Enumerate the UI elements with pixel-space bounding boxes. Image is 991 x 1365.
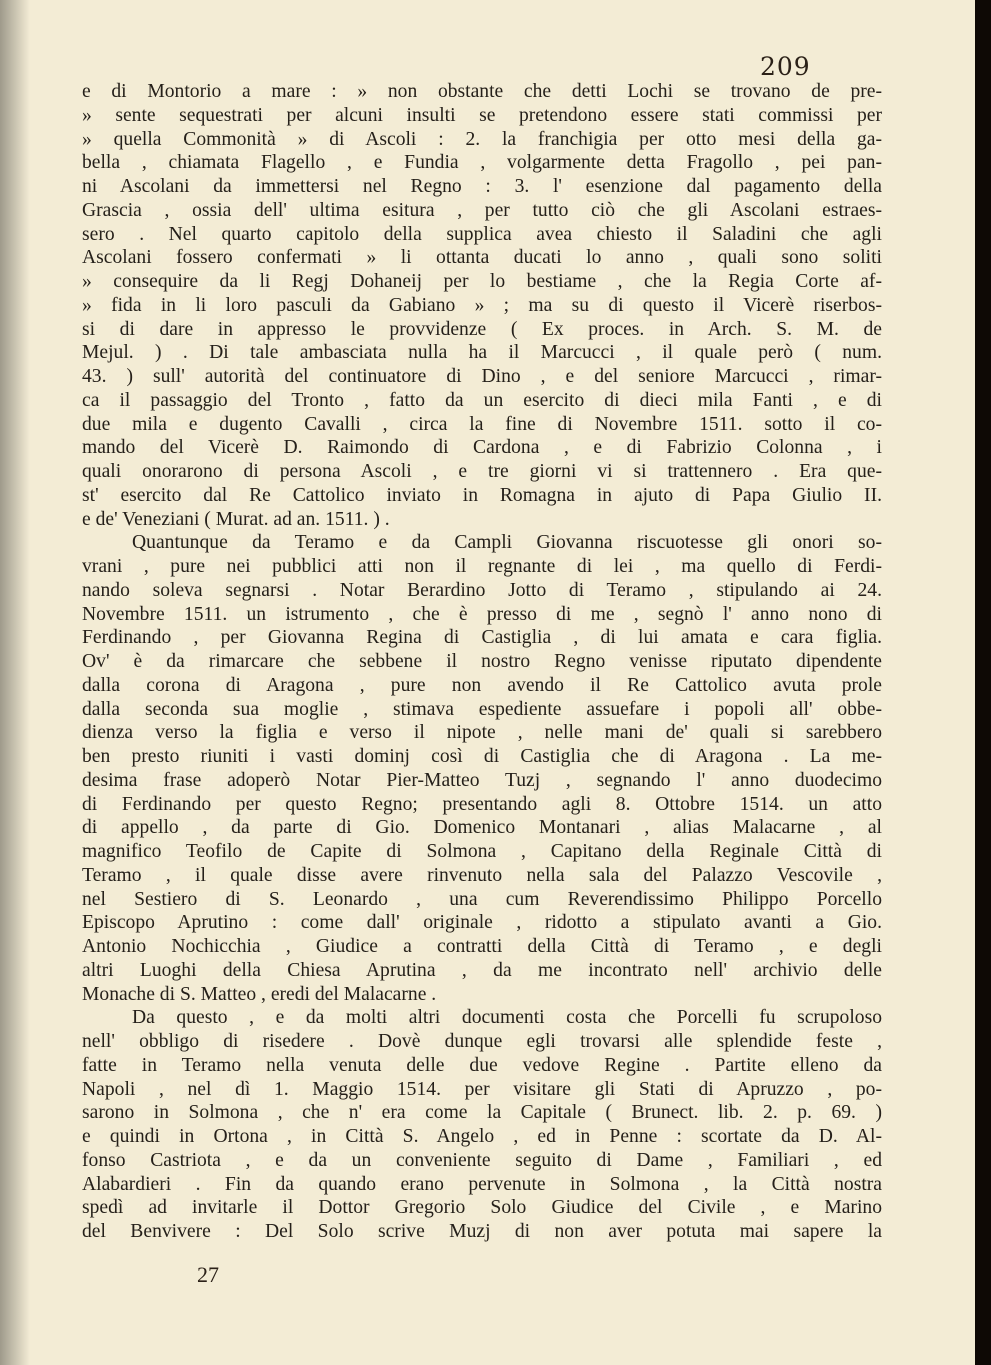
text-line: nando soleva segnarsi . Notar Berardino Jotto di Teramo , stipulando ai 24. <box>82 579 882 601</box>
text-line: del Benvivere : Del Solo scrive Muzj di non aver potuta mai sapere la <box>82 1221 882 1242</box>
text-line: dienza verso la figlia e verso il nipote , nelle mani de' quali si sarebbero <box>82 722 882 744</box>
text-line: ni Ascolani da immettersi nel Regno : 3. l' esenzione dal pagamento della <box>82 176 882 197</box>
page-gutter-shadow <box>0 0 30 1365</box>
text-line: spedì ad invitarle il Dottor Gregorio Solo Giudice del Civile , e Marino <box>82 1197 882 1219</box>
text-line: dalla seconda sua moglie , stimava espediente assuefare i popoli all' obbe- <box>82 698 882 720</box>
body-text <box>82 80 882 1244</box>
text-line: di appello , da parte di Gio. Domenico Montanari , alias Malacarne , al <box>82 817 882 839</box>
text-line: Monache di S. Matteo , eredi del Malacarne . <box>82 983 437 1005</box>
text-line: fatte in Teramo nella venuta delle due vedove Regine . Partite elleno da <box>82 1054 882 1076</box>
text-line: » consequire da li Regj Dohaneij per lo bestiame , che la Regia Corte af- <box>82 271 882 292</box>
text-line: st' esercito dal Re Cattolico inviato in Romagna in ajuto di Papa Giulio II. <box>82 484 882 506</box>
text-line: ben presto riuniti i vasti dominj così di Castiglia che di Aragona . La me- <box>82 746 882 767</box>
text-line: di Ferdinando per questo Regno; presentando agli 8. Ottobre 1514. un atto <box>82 793 882 815</box>
text-line: Ferdinando , per Giovanna Regina di Castiglia , di lui amata e cara figlia. <box>82 627 882 649</box>
text-line: Alabardieri . Fin da quando erano pervenute in Solmona , la Città nostra <box>82 1173 882 1195</box>
text-line: sarono in Solmona , che n' era come la Capitale ( Brunect. lib. 2. p. 69. ) <box>82 1102 882 1124</box>
text-line: Quantunque da Teramo e da Campli Giovanna riscuotesse gli onori so- <box>132 532 882 554</box>
text-line: bella , chiamata Flagello , e Fundia , volgarmente detta Fragollo , pei pan- <box>82 152 882 174</box>
text-line: altri Luoghi della Chiesa Aprutina , da me incontrato nell' archivio delle <box>82 959 882 981</box>
text-line: Da questo , e da molti altri documenti costa che Porcelli fu scrupoloso <box>132 1007 882 1029</box>
text-line: Ov' è da rimarcare che sebbene il nostro Regno venisse riputato dipendente <box>82 651 882 672</box>
text-line: si di dare in appresso le provvidenze ( Ex proces. in Arch. S. M. de <box>82 318 882 340</box>
text-line: desima frase adoperò Notar Pier-Matteo Tuzj , segnando l' anno duodecimo <box>82 769 882 791</box>
text-line: Antonio Nochicchia , Giudice a contratti della Città di Teramo , e degli <box>82 936 882 957</box>
text-line: e quindi in Ortona , in Città S. Angelo , ed in Penne : scortate da D. Al- <box>82 1126 882 1147</box>
text-line: e de' Veneziani ( Murat. ad an. 1511. ) . <box>82 508 390 530</box>
text-line: ca il passaggio del Tronto , fatto da un esercito di dieci mila Fanti , e di <box>82 389 882 411</box>
page-edge <box>975 0 991 1365</box>
text-line: quali onorarono di persona Ascoli , e tre giorni vi si trattennero . Era que- <box>82 461 882 482</box>
text-line: Napoli , nel dì 1. Maggio 1514. per visitare gli Stati di Apruzzo , po- <box>82 1078 882 1100</box>
text-line: » fida in li loro pasculi da Gabiano » ; ma su di questo il Vicerè riserbos- <box>82 294 882 316</box>
text-line: nel Sestiero di S. Leonardo , una cum Reverendissimo Philippo Porcello <box>82 888 882 910</box>
text-line: Novembre 1511. un istrumento , che è presso di me , segnò l' anno nono di <box>82 603 882 625</box>
text-line: due mila e dugento Cavalli , circa la fine di Novembre 1511. sotto il co- <box>82 413 882 435</box>
text-line: dalla corona di Aragona , pure non avendo il Re Cattolico avuta prole <box>82 674 882 696</box>
text-line: Teramo , il quale disse avere rinvenuto nella sala del Palazzo Vescovile , <box>82 864 882 886</box>
text-line: mando del Vicerè D. Raimondo di Cardona , e di Fabrizio Colonna , i <box>82 437 882 459</box>
text-line: Mejul. ) . Di tale ambasciata nulla ha il Marcucci , il quale però ( num. <box>82 342 882 364</box>
text-line: » sente sequestrati per alcuni insulti se pretendono essere stati commissi per <box>82 104 882 126</box>
page-number: 209 <box>760 52 811 81</box>
text-line: » quella Commonità » di Ascoli : 2. la franchigia per otto mesi della ga- <box>82 128 882 150</box>
text-line: Ascolani fossero confermati » li ottanta ducati lo anno , quali sono soliti <box>82 247 882 269</box>
catchword: 27 <box>197 1262 219 1287</box>
text-line: vrani , pure nei pubblici atti non il regnante di lei , ma quello di Ferdi- <box>82 556 882 577</box>
text-line: Episcopo Aprutino : come dall' originale , ridotto a stipulato avanti a Gio. <box>82 912 882 934</box>
text-line: e di Montorio a mare : » non obstante che detti Lochi se trovano de pre- <box>82 81 882 102</box>
text-line: Grascia , ossia dell' ultima esitura , per tutto ciò che gli Ascolani estraes- <box>82 199 882 221</box>
text-line: sero . Nel quarto capitolo della supplica avea chiesto il Saladini che agli <box>82 223 882 245</box>
text-line: fonso Castriota , e da un conveniente seguito di Dame , Familiari , ed <box>82 1149 882 1171</box>
text-line: 43. ) sull' autorità del continuatore di Dino , e del seniore Marcucci , rimar- <box>82 366 882 387</box>
text-line: nell' obbligo di risedere . Dovè dunque egli trovarsi alle splendide feste , <box>82 1031 882 1052</box>
text-line: magnifico Teofilo de Capite di Solmona , Capitano della Reginale Città di <box>82 841 882 862</box>
